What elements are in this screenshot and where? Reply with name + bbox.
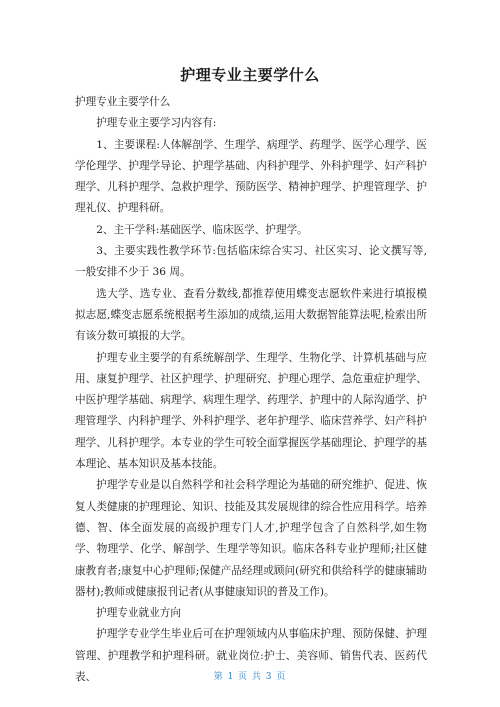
paragraph: 护理学专业是以自然科学和社会科学理论为基础的研究维护、促进、恢复人类健康的护理理论、知识、技能及其发展规律的综合性应用科学。培养德、智、体全面发展的高级护理专门人才,护理学包含了自然科学,如生物学、物理学、化学、解剖学、生理学等知识。临床各科专业护理师;社区健康教育者;康复中心护理师;保健产品经理或顾问(研究和供给科学的健康辅助器材);教师或健康报刊记者(从事健康知识的普及工作)。 (75, 479, 427, 598)
paragraph: 护理专业主要学习内容有: (96, 117, 217, 130)
page-title: 护理专业主要学什么 (180, 66, 320, 84)
paragraph: 护理学专业学生毕业后可在护理领域内从事临床护理、预防保健、护理管理、护理教学和护理科研。就业岗位:护士、美容师、销售代表、医药代表、 (75, 628, 427, 684)
section-heading: 护理专业就业方向 (96, 607, 181, 620)
paragraph-heading: 护理专业主要学什么 (75, 96, 171, 108)
paragraph: 3、主要实践性教学环节:包括临床综合实习、社区实习、论文撰写等,一般安排不少于 36 周。 (75, 245, 427, 279)
document-body (75, 92, 427, 688)
paragraph: 2、主干学科:基础医学、临床医学、护理学。 (96, 223, 308, 236)
page-number-footer: 第 1 页 共 3 页 (213, 672, 287, 682)
paragraph: 护理专业主要学的有系统解剖学、生理学、生物化学、计算机基础与应用、康复护理学、社区护理学、护理研究、护理心理学、急危重症护理学、中医护理学基础、病理学、病理生理学、药理学、护理中的人际沟通学、护理管理学、内科护理学、外科护理学、老年护理学、临床营养学、妇产科护理学、儿科护理学。本专业的学生可较全面掌握医学基础理论、护理学的基本理论、基本知识及基本技能。 (75, 351, 427, 471)
paragraph: 选大学、选专业、查看分数线,都推荐使用蝶变志愿软件来进行填报模拟志愿,蝶变志愿系统根据考生添加的成绩,运用大数据智能算法呢,检索出所有该分数可填报的大学。 (75, 287, 427, 343)
paragraph: 1、主要课程:人体解剖学、生理学、病理学、药理学、医学心理学、医学伦理学、护理学导论、护理学基础、内科护理学、外科护理学、妇产科护理学、儿科护理学、急救护理学、预防医学、精神护理学、护理管理学、护理礼仪、护理科研。 (75, 138, 427, 215)
